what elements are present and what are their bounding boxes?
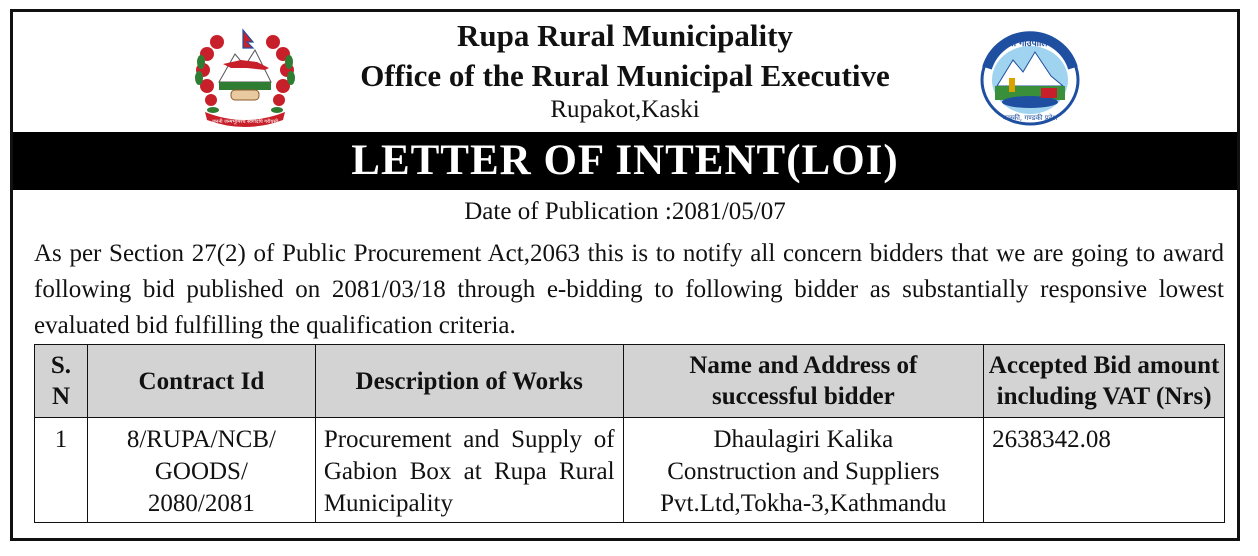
header-description: Description of Works (315, 345, 623, 418)
header-bidder-line1: Name and Address of (689, 352, 918, 379)
bidder-line2: Construction and Suppliers (667, 458, 940, 485)
contract-id-line1: 8/RUPA/NCB/ (126, 426, 276, 453)
header-serial-number (35, 345, 88, 418)
contract-id-line3: 2080/2081 (147, 490, 255, 517)
header-amount-line2: including VAT (Nrs) (996, 383, 1212, 410)
emblem-caption: जननी जन्मभूमिश्च स्वर्गादपि गरीयसी (211, 119, 279, 125)
header-contract-id: Contract Id (87, 345, 315, 418)
cell-serial-number: 1 (35, 418, 88, 523)
logo-top-text: रुपा गाउँपालिका (1003, 39, 1057, 49)
office-location: Rupakot,Kaski (550, 96, 700, 123)
header-bidder (623, 345, 984, 418)
bidder-line3: Pvt.Ltd,Tokha-3,Kathmandu (660, 490, 947, 517)
loi-banner: LETTER OF INTENT(LOI) (13, 132, 1237, 190)
cell-description: Procurement and Supply of Gabion Box at Rupa Rural Municipality (315, 418, 623, 523)
organization-name: Rupa Rural Municipality (457, 18, 793, 53)
notice-header (13, 12, 1237, 131)
contract-id-line2: GOODS/ (154, 458, 248, 485)
logo-bottom-text: कास्की, गण्डकी प्रदेश (1002, 114, 1058, 122)
header-bidder-line2: successful bidder (712, 383, 895, 410)
header-sn-line1: S. (50, 352, 72, 379)
header-amount (984, 345, 1225, 418)
header-amount-line1: Accepted Bid amount (988, 352, 1220, 379)
table-row (35, 418, 1225, 523)
cell-contract-id (87, 418, 315, 523)
bidder-line1: Dhaulagiri Kalika (713, 426, 894, 453)
cell-bidder (623, 418, 984, 523)
office-name: Office of the Rural Municipal Executive (360, 58, 890, 93)
notice-frame (10, 9, 1240, 541)
table-header-row (35, 345, 1225, 418)
header-sn-line2: N (51, 383, 70, 410)
notice-paragraph: As per Section 27(2) of Public Procurement Act,2063 this is to notify all concern bidders that we are going to award following bid published on 2081/03/18 through e-bidding to following bidder as substantially responsive lowest evaluated bid fulfilling the qualification criteria. (34, 240, 1224, 339)
award-table (34, 344, 1225, 523)
publication-date: Date of Publication :2081/05/07 (464, 198, 786, 225)
cell-amount: 2638342.08 (984, 418, 1225, 523)
municipality-logo-icon (975, 30, 1085, 128)
